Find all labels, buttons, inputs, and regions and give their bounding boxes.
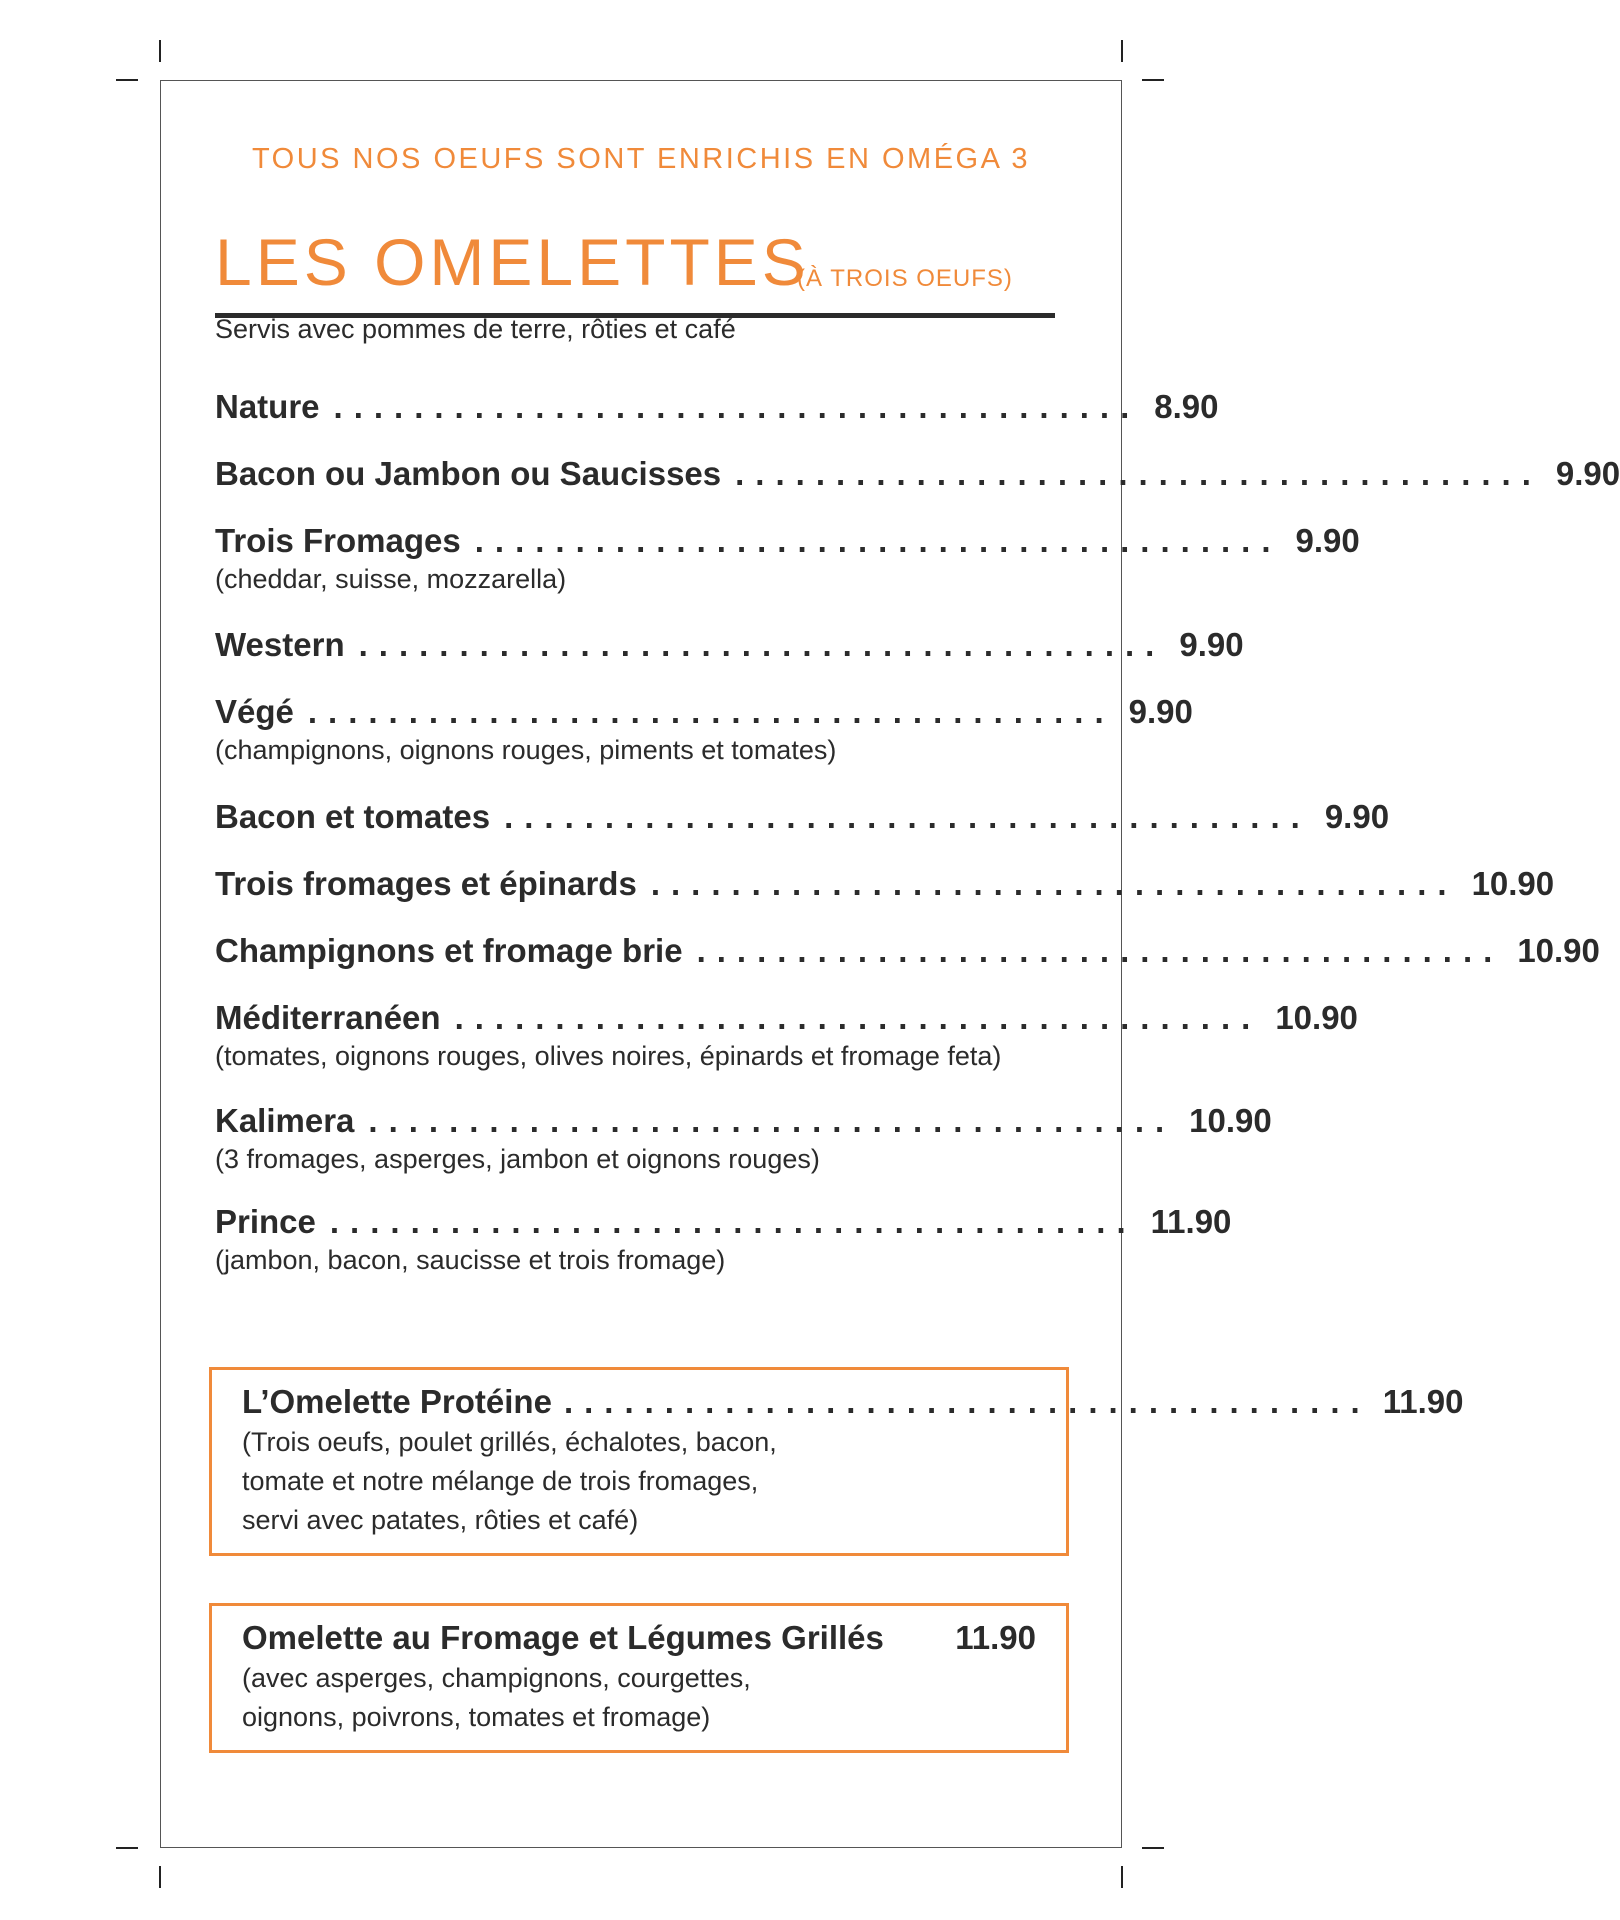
item-price: 11.90 — [1150, 1203, 1232, 1240]
menu-item — [215, 864, 1555, 904]
item-description: (jambon, bacon, saucisse et trois fromage) — [215, 1245, 726, 1275]
crop-mark — [1121, 40, 1123, 62]
crop-mark — [1142, 79, 1164, 81]
menu-page — [160, 80, 1620, 1848]
featured-description-line: tomate et notre mélange de trois fromages, — [242, 1466, 759, 1496]
item-name: Bacon et tomates — [215, 798, 491, 835]
item-description: (cheddar, suisse, mozzarella) — [215, 564, 567, 594]
item-name: Bacon ou Jambon ou Saucisses — [215, 455, 722, 492]
leader-dots: ........................................ — [474, 522, 1282, 559]
leader-dots: ........................................ — [307, 693, 1115, 730]
featured-name: Omelette au Fromage et Légumes Grillés — [242, 1619, 884, 1656]
featured-description-line: oignons, poivrons, tomates et fromage) — [242, 1702, 711, 1732]
crop-mark — [159, 1866, 161, 1888]
item-price: 10.90 — [1517, 932, 1600, 969]
section-title: LES OMELETTES — [215, 225, 810, 299]
crop-mark — [159, 40, 161, 62]
leader-dots: ........................................ — [504, 798, 1311, 835]
featured-box-proteine — [209, 1367, 1464, 1556]
featured-price: 11.90 — [955, 1619, 1036, 1656]
section-title-note: (À TROIS OEUFS) — [797, 265, 1013, 292]
crop-mark — [1121, 1866, 1123, 1888]
item-name: Prince — [215, 1203, 316, 1240]
item-price: 10.90 — [1189, 1102, 1272, 1139]
featured-description-line: servi avec patates, rôties et café) — [242, 1505, 639, 1535]
leader-dots: ........................................ — [735, 455, 1542, 492]
item-name: Méditerranéen — [215, 999, 441, 1036]
menu-item — [215, 387, 1219, 427]
menu-item — [215, 797, 1390, 837]
item-price: 10.90 — [1275, 999, 1358, 1036]
crop-mark — [116, 79, 138, 81]
leader-dots: ........................................ — [454, 999, 1262, 1036]
item-name: Trois fromages et épinards — [215, 865, 637, 902]
crop-mark — [1142, 1847, 1164, 1849]
item-price: 9.90 — [1179, 626, 1244, 663]
leader-dots: ........................................ — [329, 1203, 1137, 1240]
leader-dots: ........................................ — [358, 626, 1166, 663]
menu-item — [215, 931, 1600, 971]
item-description: (champignons, oignons rouges, piments et tomates) — [215, 735, 837, 765]
menu-item — [215, 1101, 1272, 1176]
menu-item — [215, 521, 1360, 596]
featured-box-legumes — [209, 1603, 1069, 1753]
item-name: Kalimera — [215, 1102, 355, 1139]
leader-dots: ........................................ — [333, 388, 1141, 425]
leader-dots: ........................................ — [650, 865, 1458, 902]
menu-item — [215, 692, 1193, 767]
menu-item — [215, 454, 1620, 494]
item-price: 9.90 — [1128, 693, 1193, 730]
item-name: Champignons et fromage brie — [215, 932, 683, 969]
featured-description-line: (avec asperges, champignons, courgettes, — [242, 1663, 751, 1693]
item-price: 9.90 — [1324, 798, 1390, 835]
menu-item — [215, 1202, 1232, 1277]
leader-dots: ........................................ — [563, 1383, 1371, 1420]
item-name: Nature — [215, 388, 320, 425]
featured-description-line: (Trois oeufs, poulet grillés, échalotes, bacon, — [242, 1427, 777, 1457]
item-name: Végé — [215, 693, 294, 730]
item-price: 10.90 — [1471, 865, 1555, 902]
omega-notice: TOUS NOS OEUFS SONT ENRICHIS EN OMÉGA 3 — [251, 143, 1031, 175]
item-name: Western — [215, 626, 345, 663]
item-price: 8.90 — [1154, 388, 1219, 425]
section-intro: Servis avec pommes de terre, rôties et café — [215, 314, 736, 344]
featured-name: L’Omelette Protéine — [242, 1383, 552, 1420]
item-description: (tomates, oignons rouges, olives noires, épinards et fromage feta) — [215, 1041, 1002, 1071]
crop-mark — [116, 1847, 138, 1849]
item-name: Trois Fromages — [215, 522, 461, 559]
item-price: 9.90 — [1295, 522, 1360, 559]
item-description: (3 fromages, asperges, jambon et oignons rouges) — [215, 1144, 820, 1174]
leader-dots: ........................................ — [696, 932, 1504, 969]
menu-item — [215, 998, 1358, 1073]
leader-dots: ........................................ — [368, 1102, 1176, 1139]
featured-price: 11.90 — [1382, 1383, 1464, 1420]
section-header — [215, 225, 1055, 379]
item-price: 9.90 — [1555, 455, 1620, 492]
menu-item — [215, 625, 1244, 665]
